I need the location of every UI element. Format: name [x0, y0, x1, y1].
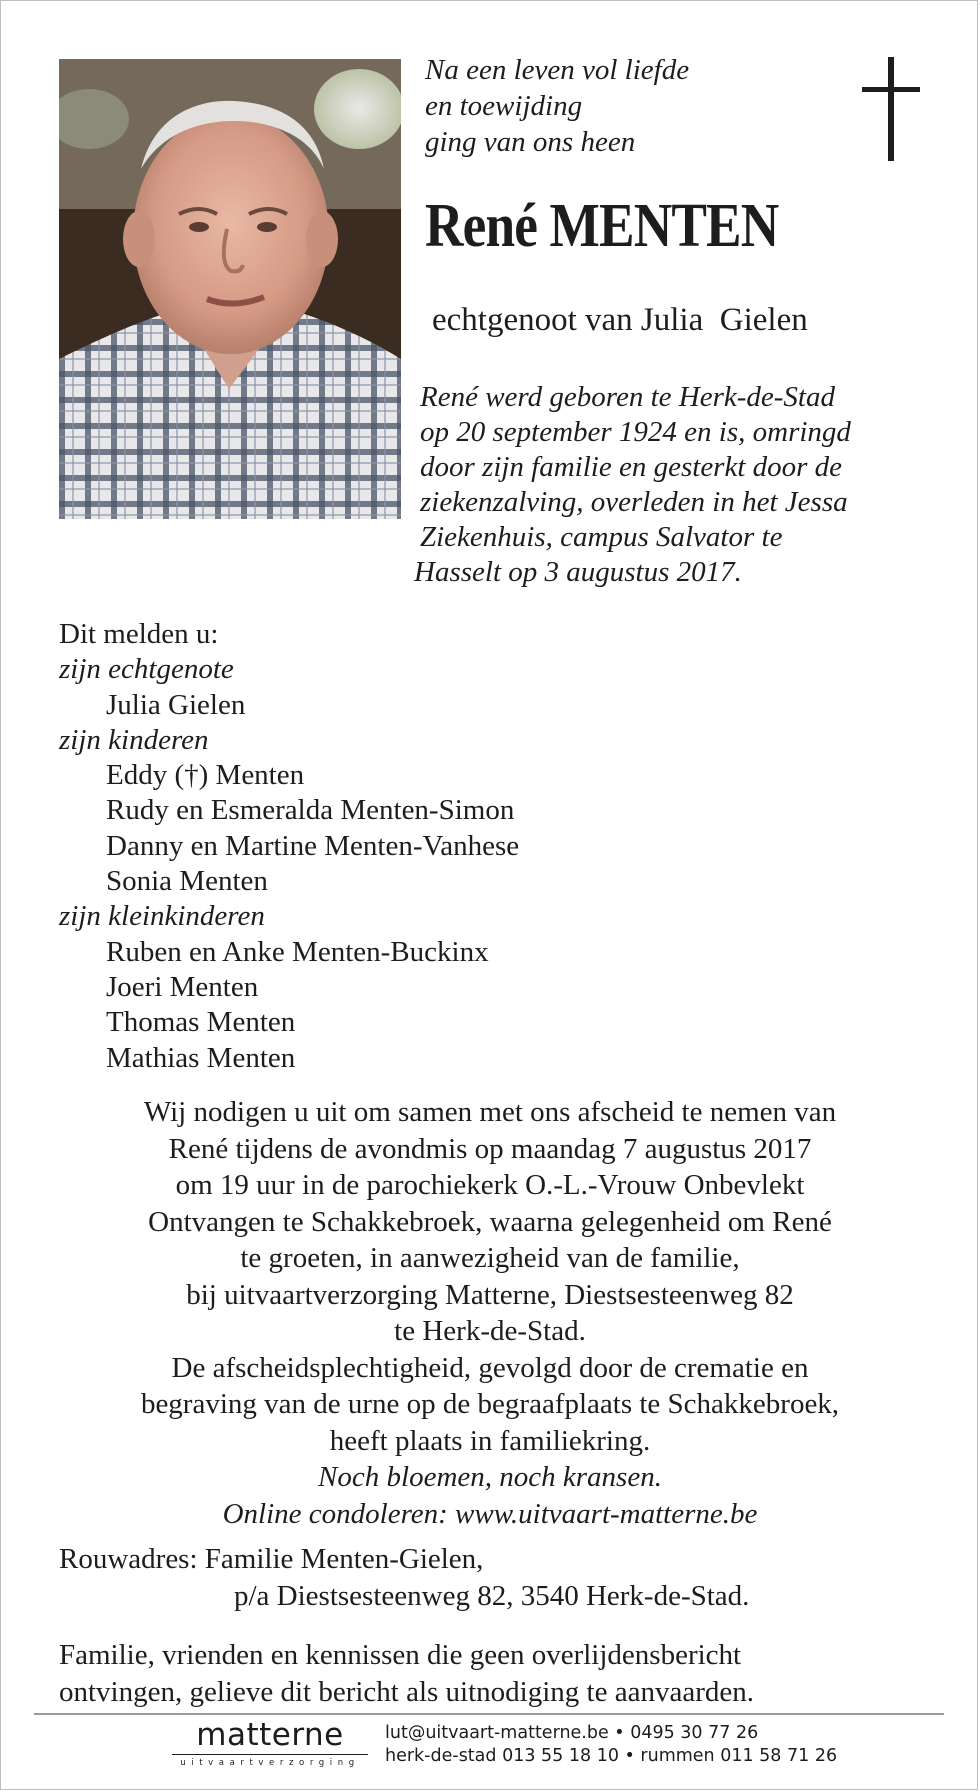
family-member: Rudy en Esmeralda Menten-Simon — [106, 794, 515, 827]
deceased-name: René MENTEN — [425, 192, 779, 260]
matterne-logo — [172, 1718, 368, 1768]
bio-line: Ziekenhuis, campus Salvator te — [420, 521, 783, 553]
closing-note — [59, 1637, 959, 1711]
intro-line: en toewijding — [425, 90, 583, 122]
invitation-line: om 19 uur in de parochiekerk O.-L.-Vrouw Onbevlekt — [175, 1169, 805, 1201]
spouse-line: echtgenoot van Julia Gielen — [432, 302, 808, 338]
family-member: Julia Gielen — [106, 688, 246, 721]
biography — [414, 380, 950, 590]
logo-word: matterne — [196, 1717, 344, 1753]
invitation-line: bij uitvaartverzorging Matterne, Diestsesteenweg 82 — [186, 1278, 794, 1311]
closing-line: Familie, vrienden en kennissen die geen overlijdensbericht — [59, 1639, 742, 1671]
contact-line: herk-de-stad 013 55 18 10 • rummen 011 58 71 26 — [385, 1746, 838, 1766]
cross-icon — [862, 57, 920, 161]
family-list — [59, 617, 879, 1076]
contact-line: lut@uitvaart-matterne.be • 0495 30 77 26 — [385, 1723, 759, 1743]
mourning-address — [59, 1541, 939, 1615]
bio-line: Hasselt op 3 augustus 2017. — [414, 556, 742, 588]
address-line: Rouwadres: Familie Menten-Gielen, — [59, 1543, 484, 1575]
invitation-line: Wij nodigen u uit om samen met ons afscheid te nemen van — [143, 1096, 837, 1128]
bio-line: door zijn familie en gesterkt door de — [420, 451, 843, 483]
invitation-line: Ontvangen te Schakkebroek, waarna gelegenheid om René — [148, 1205, 832, 1238]
bio-line: ziekenzalving, overleden in het Jessa — [420, 486, 848, 518]
bio-line: René werd geboren te Herk-de-Stad — [420, 381, 835, 413]
bio-line: op 20 september 1924 en is, omringd — [420, 416, 851, 448]
family-member: Eddy (†) Menten — [106, 759, 305, 792]
portrait-photo — [59, 59, 401, 519]
intro-line: ging van ons heen — [425, 126, 636, 158]
invitation-line: te groeten, in aanwezigheid van de familie, — [240, 1242, 740, 1274]
group-label: zijn echtgenote — [59, 653, 234, 686]
family-heading: Dit melden u: — [59, 618, 219, 650]
invitation-line: René tijdens de avondmis op maandag 7 augustus 2017 — [168, 1132, 812, 1165]
family-member: Sonia Menten — [106, 865, 268, 898]
family-member: Ruben en Anke Menten-Buckinx — [106, 935, 489, 968]
family-member: Danny en Martine Menten-Vanhese — [106, 829, 520, 862]
invitation-line: De afscheidsplechtigheid, gevolgd door de crematie en — [171, 1351, 809, 1384]
family-member: Joeri Menten — [106, 970, 259, 1003]
logo-underline — [172, 1754, 368, 1755]
intro-text — [425, 52, 745, 160]
family-member: Mathias Menten — [106, 1041, 296, 1074]
intro-line: Na een leven vol liefde — [425, 54, 690, 86]
no-flowers-note: Noch bloemen, noch kransen. — [318, 1461, 662, 1493]
group-label: zijn kleinkinderen — [59, 900, 265, 933]
invitation-line: heeft plaats in familiekring. — [329, 1424, 651, 1457]
address-line: p/a Diestsesteenweg 82, 3540 Herk-de-Stad. — [234, 1580, 750, 1612]
online-condolence: Online condoleren: www.uitvaart-matterne.be — [222, 1497, 758, 1530]
family-member: Thomas Menten — [106, 1006, 296, 1039]
footer-contact — [385, 1722, 837, 1768]
invitation — [40, 1094, 940, 1532]
group-label: zijn kinderen — [59, 723, 209, 756]
invitation-line: te Herk-de-Stad. — [394, 1315, 586, 1347]
closing-line: ontvingen, gelieve dit bericht als uitnodiging te aanvaarden. — [59, 1676, 754, 1708]
logo-subtitle: uitvaartverzorging — [180, 1758, 360, 1768]
invitation-line: begraving van de urne op de begraafplaats te Schakkebroek, — [140, 1388, 840, 1420]
footer-divider — [34, 1713, 944, 1715]
